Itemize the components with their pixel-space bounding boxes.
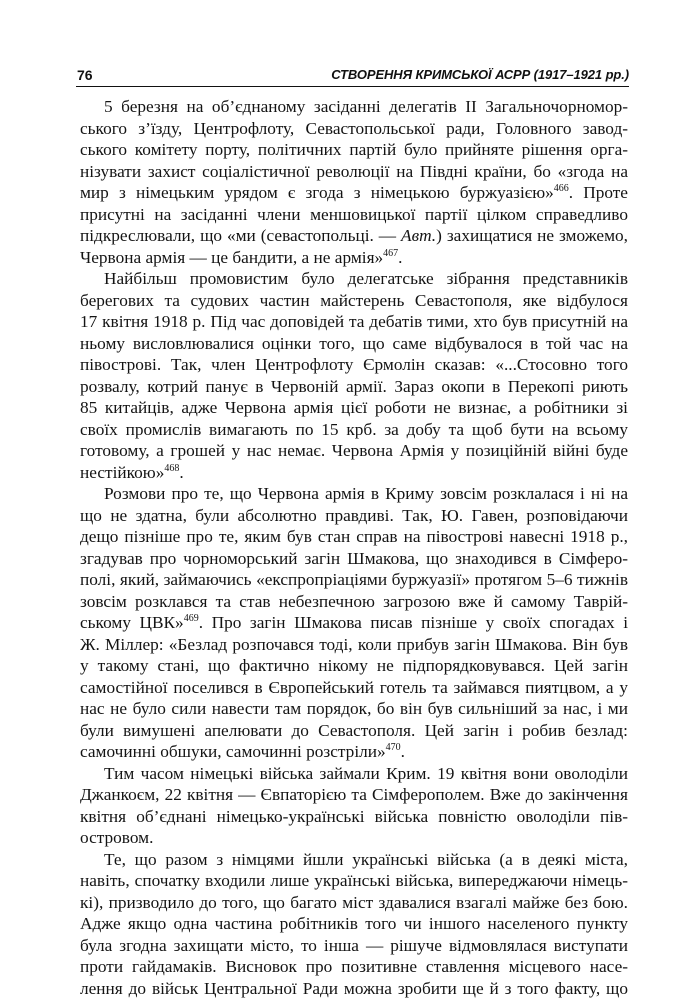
text-line: кі), призводило до того, що багато міст здавалися взагалі майже без бою. [80,892,628,912]
text-line: Тим часом німецькі війська займали Крим. 19 квітня вони оволоділи [104,763,628,783]
text-line: мир з німецьким урядом є згода з німецькою буржуазією»$^{466}$. Проте [80,183,628,202]
footnote-ref: 470 [385,742,401,753]
text-line: у такому стані, що фактично нікому не підпорядковувався. Цей загін [80,656,628,675]
text-line: Розмови про те, що Червона армія в Криму зовсім розклалася і ні на [104,484,628,503]
text-line: нестійкою»$^{468}$. [80,462,184,482]
text-line: дещо пізніше про те, яким був стан справ на півострові навесні 1918 р., [80,527,628,546]
text-line: лення до військ Центральної Ради можна зробити ще й з того факту, що [80,978,628,998]
text-line: була згодна захищати місто, то інша — рішуче відмовлялася виступати [80,935,628,955]
text-line: 85 китайців, адже Червона армія цієї роботи не визнає, а робітники зі [80,398,628,417]
footnote-ref: 469 [183,613,199,624]
text-line: Найбільш промовистим було делегатське зібрання представників [104,269,628,288]
text-line: берегових та судових частин майстерень Севастополя, яке відбулося [80,290,628,310]
text-line: Джанкоєм, 22 квітня — Євпаторією та Сімферополем. Вже до закінчення [80,785,628,804]
text-line: навіть, спочатку входили лише українські війська, випереджаючи німець- [80,871,628,890]
text-line: Червона армія — це бандити, а не армія»$^{467}$. [80,247,403,267]
text-line: присутні на засіданні члени меншовицької партії цілком справедливо [80,204,628,224]
text-line: проти гайдамаків. Висновок про позитивне ставлення місцевого насе- [80,957,628,976]
text-line: ського з’їзду, Центрофлоту, Севастопольської ради, Головного завод- [80,118,628,138]
italic-abbrev: Авт. [401,226,437,245]
text-line: розвалу, котрий панує в Червоній армії. Зараз окопи в Перекопі риють [80,376,628,396]
text-line: полі, який, займаючись «експропріаціями буржуазії» протягом 5–6 тижнів [80,570,628,589]
body-text [80,96,628,999]
text-line: своїх промислів вимагають по 15 крб. за добу та щоб бути на всьому [80,419,628,439]
footnote-ref: 468 [164,462,180,474]
page-header [76,66,629,87]
text-line: ського комітету порту, політичних партій було прийняте рішення орга- [80,140,628,159]
text-line: згадував про чорноморський загін Шмакова, що знаходився в Сімферо- [80,548,628,568]
running-title: СТВОРЕННЯ КРИМСЬКОЇ АСРР (1917–1921 рр.) [331,67,629,82]
text-line: ському ЦВК»$^{469}$. Про загін Шмакова писав пізніше у своїх спогадах і [80,613,628,632]
text-line: Те, що разом з німцями йшли українські війська (а в деякі міста, [104,849,628,869]
text-line: Ж. Міллер: «Безлад розпочався тоді, коли прибув загін Шмакова. Він був [80,634,628,654]
text-line: підкреслювали, що «ми (севастопольці. — Авт.) захищатися не зможемо, [80,226,628,245]
text-line: що не здатна, були абсолютно правдиві. Так, Ю. Гавен, розповідаючи [80,505,628,525]
text-line: самочинні обшуки, самочинні розстріли»$^{470}$. [80,742,405,761]
text-line: готовому, а грошей у нас немає. Червона Армія у позиційній війні буде [80,441,628,460]
text-line: островом. [80,828,154,847]
footnote-ref: 467 [383,247,399,259]
text-line: 17 квітня 1918 р. Під час доповідей та дебатів тими, хто був присутній на [80,312,628,331]
page-number: 76 [77,67,93,83]
text-line: ньому висловлювалися оцінки того, що саме відбувалося в той час на [80,333,628,353]
footnote-ref: 466 [553,183,569,194]
text-line: зовсім розклався та став небезпечною загрозою вже й самому Таврій- [80,591,628,611]
text-line: півострові. Так, член Центрофлоту Єрмолін сказав: «...Стосовно того [80,355,628,374]
text-line: самостійної поселився в Європейський готель та займався пиятцвом, а у [80,677,628,697]
text-line: нізувати захист соціалістичної революції на Півдні країни, бо «згода на [80,161,628,181]
text-line: нас не було сили навести там порядок, бо він був сильніший за нас, і ми [80,699,628,718]
text-line: були вимушені апелювати до Севастополя. Цей загін і робив безлад: [80,720,628,740]
text-line: 5 березня на об’єднаному засіданні делегатів ІІ Загальночорномор- [104,97,628,116]
text-line: Адже якщо одна частина робітників того чи іншого населеного пункту [80,914,628,933]
text-line: квітня об’єднані німецько-українські війська повністю оволоділи пів- [80,806,628,826]
